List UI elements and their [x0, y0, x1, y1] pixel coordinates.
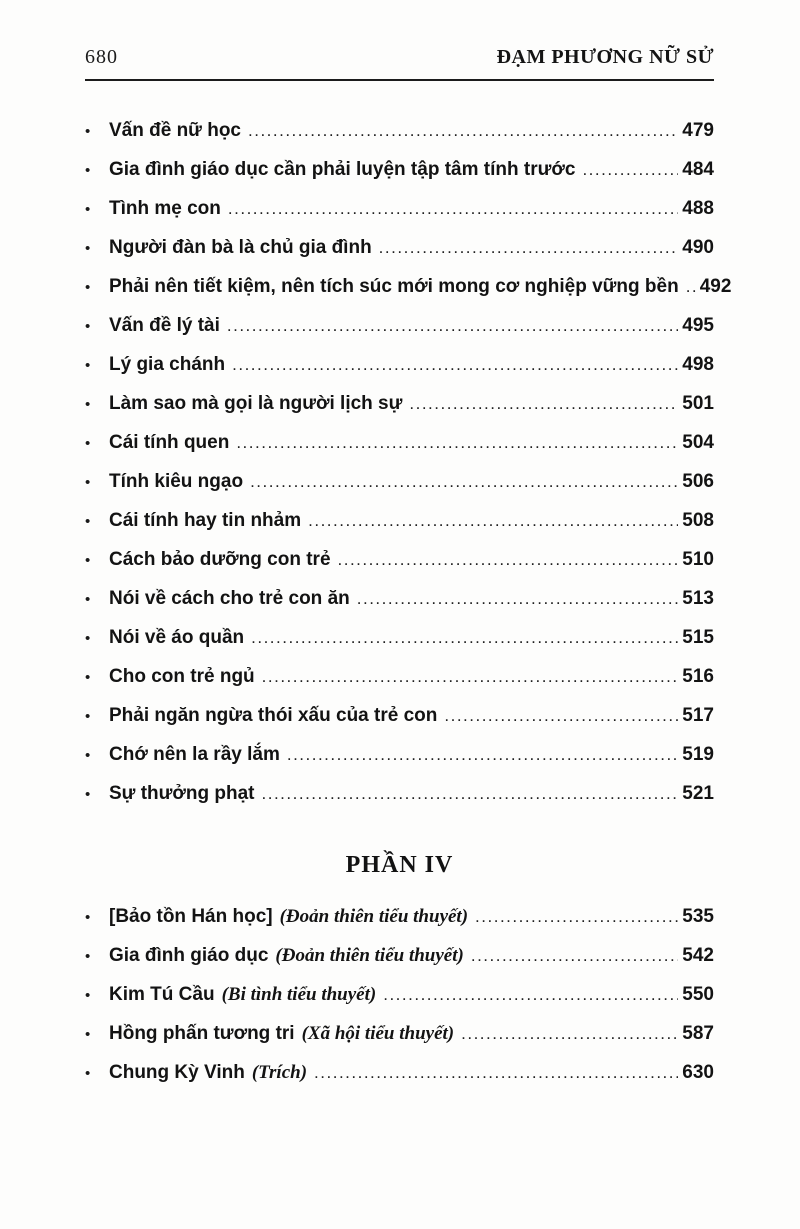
- entry-page-number: 587: [682, 1023, 714, 1044]
- dot-leader: [314, 1061, 678, 1084]
- bullet-icon: •: [85, 786, 91, 803]
- entry-title: Hồng phấn tương tri: [109, 1023, 295, 1044]
- toc-entry: [85, 587, 714, 611]
- entry-title: Nói về cách cho trẻ con ăn: [109, 588, 350, 609]
- toc-entry: [85, 983, 714, 1007]
- entry-page-number: 542: [682, 945, 714, 966]
- entry-title: Cái tính quen: [109, 432, 230, 453]
- page-number: 680: [85, 46, 118, 68]
- toc-entry: [85, 782, 714, 806]
- entry-page-number: 508: [682, 510, 714, 531]
- entry-title: Vấn đề lý tài: [109, 315, 220, 336]
- entry-title: Kim Tú Cầu: [109, 984, 215, 1005]
- entry-title: Cái tính hay tin nhảm: [109, 510, 302, 531]
- entry-title: Tình mẹ con: [109, 198, 221, 219]
- entry-page-number: 630: [682, 1062, 714, 1083]
- dot-leader: [262, 665, 679, 688]
- dot-leader: [475, 905, 678, 928]
- toc-entry: [85, 1022, 714, 1046]
- dot-leader: [262, 782, 679, 805]
- dot-leader: [248, 119, 678, 142]
- entry-title: Người đàn bà là chủ gia đình: [109, 237, 372, 258]
- bullet-icon: •: [85, 552, 91, 569]
- toc-entry: [85, 392, 714, 416]
- dot-leader: [287, 743, 678, 766]
- dot-leader: [227, 314, 678, 337]
- bullet-icon: •: [85, 318, 91, 335]
- bullet-icon: •: [85, 1065, 91, 1082]
- bullet-icon: •: [85, 435, 91, 452]
- bullet-icon: •: [85, 909, 91, 926]
- bullet-icon: •: [85, 747, 91, 764]
- bullet-icon: •: [85, 240, 91, 257]
- entry-page-number: 498: [682, 354, 714, 375]
- entry-title: Phải ngăn ngừa thói xấu của trẻ con: [109, 705, 438, 726]
- entry-page-number: 510: [682, 549, 714, 570]
- entry-title: Sự thưởng phạt: [109, 783, 255, 804]
- entry-subtitle: (Bi tình tiểu thuyết): [221, 984, 377, 1005]
- toc-entry: [85, 314, 714, 338]
- entry-page-number: 535: [682, 906, 714, 927]
- entry-page-number: 550: [682, 984, 714, 1005]
- entry-title: Gia đình giáo dục: [109, 945, 269, 966]
- entry-page-number: 519: [682, 744, 714, 765]
- dot-leader: [409, 392, 678, 415]
- entry-title: Chớ nên la rầy lắm: [109, 744, 280, 765]
- entry-subtitle: (Đoản thiên tiểu thuyết): [275, 945, 464, 966]
- entry-page-number: 504: [682, 432, 714, 453]
- bullet-icon: •: [85, 591, 91, 608]
- dot-leader: [232, 353, 678, 376]
- entry-page-number: 490: [682, 237, 714, 258]
- toc-entry: [85, 158, 714, 182]
- entry-title: Vấn đề nữ học: [109, 120, 241, 141]
- entry-subtitle: (Xã hội tiểu thuyết): [301, 1023, 455, 1044]
- toc-entry: [85, 431, 714, 455]
- dot-leader: [582, 158, 678, 181]
- entry-title: Phải nên tiết kiệm, nên tích súc mới mong cơ nghiệp vững bền: [109, 276, 679, 297]
- dot-leader: [250, 470, 678, 493]
- toc-entry: [85, 626, 714, 650]
- bullet-icon: •: [85, 123, 91, 140]
- toc-entry: [85, 944, 714, 968]
- dot-leader: [228, 197, 678, 220]
- bullet-icon: •: [85, 513, 91, 530]
- entry-page-number: 488: [682, 198, 714, 219]
- section-heading: PHẦN IV: [345, 852, 454, 878]
- entry-title: Nói về áo quần: [109, 627, 245, 648]
- dot-leader: [461, 1022, 678, 1045]
- entry-page-number: 515: [682, 627, 714, 648]
- bullet-icon: •: [85, 708, 91, 725]
- bullet-icon: •: [85, 630, 91, 647]
- bullet-icon: •: [85, 357, 91, 374]
- entry-subtitle: (Trích): [251, 1062, 308, 1083]
- toc-entry: [85, 275, 732, 299]
- dot-leader: [471, 944, 678, 967]
- toc-entry: [85, 548, 714, 572]
- entry-title: Gia đình giáo dục cần phải luyện tập tâm tính trước: [109, 159, 576, 180]
- entry-title: Cách bảo dưỡng con trẻ: [109, 549, 331, 570]
- toc-entry: [85, 905, 714, 929]
- entry-page-number: 484: [682, 159, 714, 180]
- toc-entry: [85, 236, 714, 260]
- entry-page-number: 495: [682, 315, 714, 336]
- dot-leader: [444, 704, 678, 727]
- toc-entry: [85, 470, 714, 494]
- book-title: ĐẠM PHƯƠNG NỮ SỬ: [496, 46, 714, 68]
- bullet-icon: •: [85, 987, 91, 1004]
- entry-title: Cho con trẻ ngủ: [109, 666, 255, 687]
- toc-entry: [85, 743, 714, 767]
- toc-entry: [85, 509, 714, 533]
- dot-leader: [251, 626, 678, 649]
- dot-leader: [236, 431, 678, 454]
- entry-page-number: 516: [682, 666, 714, 687]
- toc-entry: [85, 353, 714, 377]
- dot-leader: [338, 548, 679, 571]
- entry-page-number: 513: [682, 588, 714, 609]
- toc-entry: [85, 197, 714, 221]
- bullet-icon: •: [85, 162, 91, 179]
- entry-page-number: 517: [682, 705, 714, 726]
- page-header: [85, 46, 714, 81]
- entry-page-number: 521: [682, 783, 714, 804]
- bullet-icon: •: [85, 948, 91, 965]
- toc-entry: [85, 704, 714, 728]
- dot-leader: [379, 236, 679, 259]
- toc-list-part3: [85, 119, 732, 806]
- dot-leader: [308, 509, 678, 532]
- dot-leader: [357, 587, 679, 610]
- entry-title: [Bảo tồn Hán học]: [109, 906, 273, 927]
- toc-entry: [85, 665, 714, 689]
- toc-entry: [85, 119, 714, 143]
- entry-subtitle: (Đoản thiên tiểu thuyết): [279, 906, 469, 927]
- toc-list-part4: [85, 905, 714, 1085]
- entry-title: Tính kiêu ngạo: [109, 471, 244, 492]
- entry-page-number: 506: [682, 471, 714, 492]
- entry-page-number: 479: [682, 120, 714, 141]
- bullet-icon: •: [85, 474, 91, 491]
- bullet-icon: •: [85, 1026, 91, 1043]
- bullet-icon: •: [85, 201, 91, 218]
- entry-title: Chung Kỳ Vinh: [109, 1062, 245, 1083]
- entry-title: Lý gia chánh: [109, 354, 226, 375]
- bullet-icon: •: [85, 669, 91, 686]
- dot-leader: [383, 983, 678, 1006]
- entry-page-number: 492: [699, 276, 732, 297]
- entry-title: Làm sao mà gọi là người lịch sự: [109, 393, 403, 414]
- toc-entry: [85, 1061, 714, 1085]
- entry-page-number: 501: [682, 393, 714, 414]
- dot-leader: [686, 275, 696, 298]
- bullet-icon: •: [85, 279, 91, 296]
- bullet-icon: •: [85, 396, 91, 413]
